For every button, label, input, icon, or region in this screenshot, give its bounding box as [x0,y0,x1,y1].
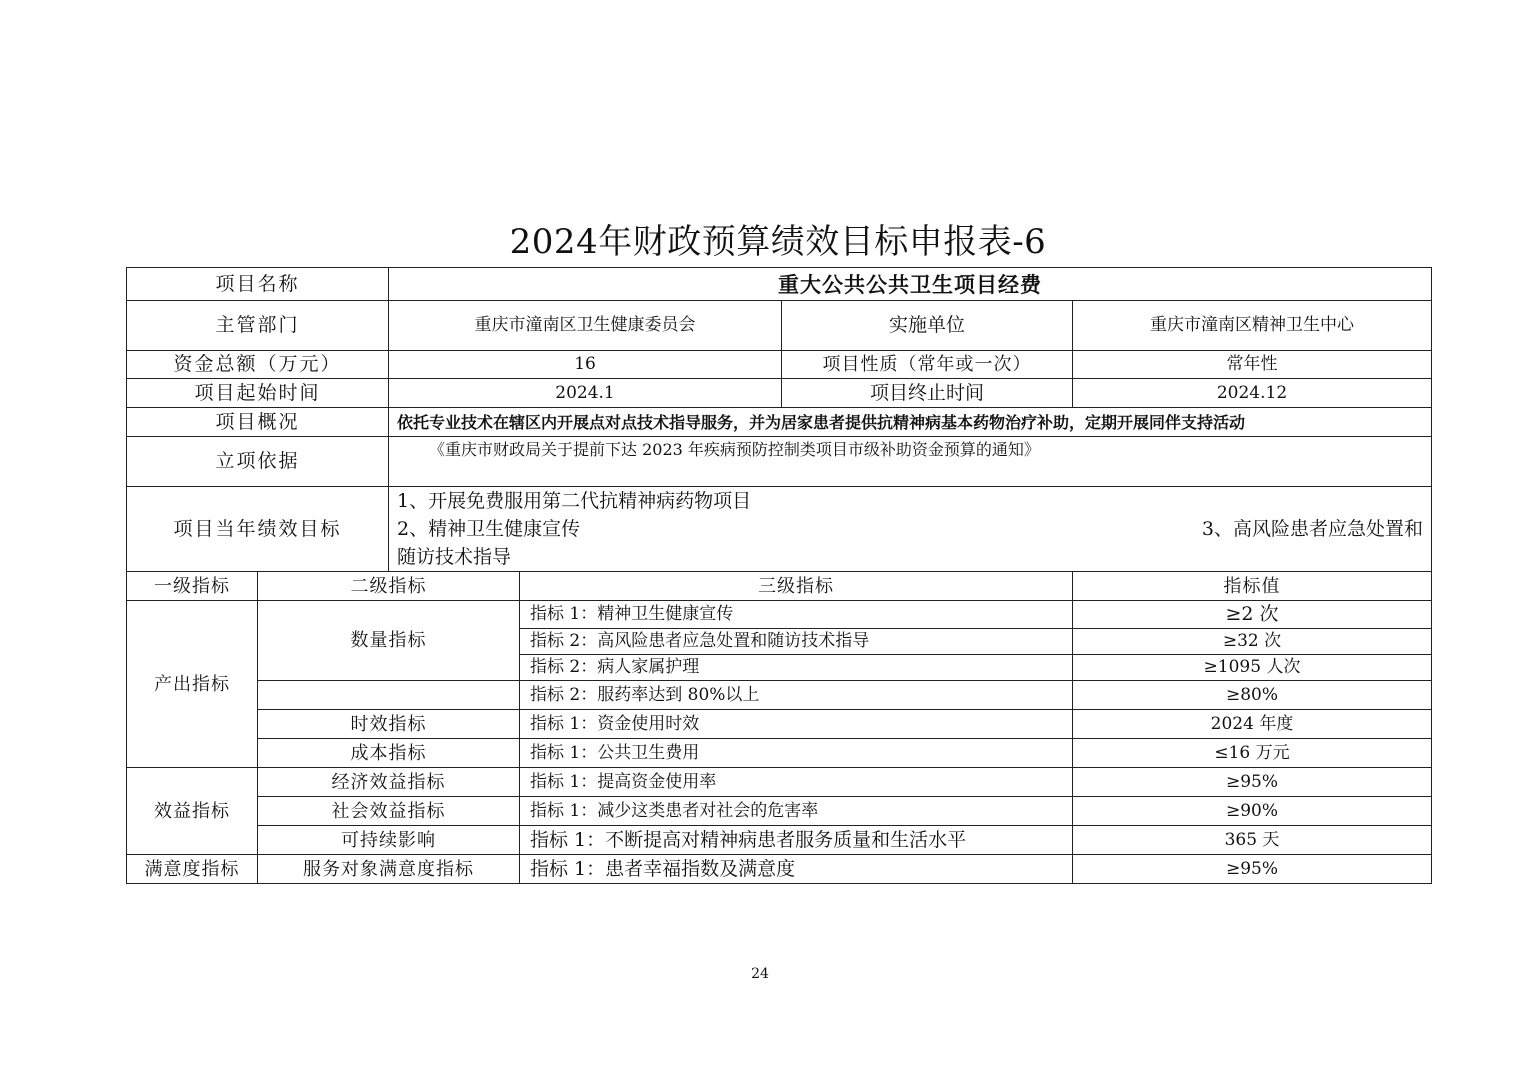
goals-value [389,487,1432,572]
value-cell: ≥90% [1073,797,1432,826]
page-title: 2024年财政预算绩效目标申报表-6 [509,222,1047,262]
sub-quantity: 数量指标 [258,601,520,681]
indicator-cell: 指标 1：提高资金使用率 [520,768,1073,797]
start-time-value: 2024.1 [389,379,782,408]
table-row [127,681,1432,710]
sub-economic: 经济效益指标 [258,768,520,797]
sub-sustainable: 可持续影响 [258,826,520,855]
indicator-cell: 指标 1：公共卫生费用 [520,739,1073,768]
indicator-cell: 指标 2：服药率达到 80%以上 [520,681,1073,710]
value-cell: ≥2 次 [1073,601,1432,629]
value-cell: 2024 年度 [1073,710,1432,739]
indicator-cell: 指标 1：资金使用时效 [520,710,1073,739]
goal-item: 2、精神卫生健康宣传 [397,518,581,540]
start-time-label: 项目起始时间 [127,379,389,408]
sub-social: 社会效益指标 [258,797,520,826]
header-level3: 三级指标 [520,572,1073,601]
header-level1: 一级指标 [127,572,258,601]
project-name-value: 重大公共公共卫生项目经费 [389,268,1432,301]
value-cell: 365 天 [1073,826,1432,855]
group-satisfaction: 满意度指标 [127,855,258,884]
table-row [127,855,1432,884]
basis-value: 《重庆市财政局关于提前下达 2023 年疾病预防控制类项目市级补助资金预算的通知》 [389,437,1432,487]
group-output: 产出指标 [127,601,258,768]
indicator-cell: 指标 2：病人家属护理 [520,655,1073,681]
goal-item: 1、开展免费服用第二代抗精神病药物项目 [397,490,752,512]
end-time-value: 2024.12 [1073,379,1432,408]
group-benefit: 效益指标 [127,768,258,855]
value-cell: ≤16 万元 [1073,739,1432,768]
funds-label: 资金总额（万元） [127,351,389,379]
nature-value: 常年性 [1073,351,1432,379]
indicator-cell: 指标 2：高风险患者应急处置和随访技术指导 [520,629,1073,655]
nature-label: 项目性质（常年或一次） [782,351,1073,379]
project-name-label: 项目名称 [127,268,389,301]
dept-value: 重庆市潼南区卫生健康委员会 [389,301,782,351]
table-row [127,768,1432,797]
header-level2: 二级指标 [258,572,520,601]
value-cell: ≥80% [1073,681,1432,710]
header-value: 指标值 [1073,572,1432,601]
page-number: 24 [751,966,769,982]
dept-label: 主管部门 [127,301,389,351]
overview-label: 项目概况 [127,408,389,437]
table-row [127,601,1432,629]
unit-label: 实施单位 [782,301,1073,351]
goal-item: 随访技术指导 [397,546,512,568]
unit-value: 重庆市潼南区精神卫生中心 [1073,301,1432,351]
table-row [127,826,1432,855]
indicator-cell: 指标 1：患者幸福指数及满意度 [520,855,1073,884]
indicator-cell: 指标 1：减少这类患者对社会的危害率 [520,797,1073,826]
value-cell: ≥32 次 [1073,629,1432,655]
indicator-cell: 指标 1：不断提高对精神病患者服务质量和生活水平 [520,826,1073,855]
budget-performance-table [126,267,1432,884]
value-cell: ≥1095 人次 [1073,655,1432,681]
basis-label: 立项依据 [127,437,389,487]
overview-value: 依托专业技术在辖区内开展点对点技术指导服务，并为居家患者提供抗精神病基本药物治疗补助，定期开展同伴支持活动 [389,408,1432,437]
value-cell: ≥95% [1073,855,1432,884]
value-cell: ≥95% [1073,768,1432,797]
table-row [127,739,1432,768]
sub-cost: 成本指标 [258,739,520,768]
end-time-label: 项目终止时间 [782,379,1073,408]
goals-label: 项目当年绩效目标 [127,487,389,572]
sub-timeliness: 时效指标 [258,710,520,739]
sub-service-satisfaction: 服务对象满意度指标 [258,855,520,884]
funds-value: 16 [389,351,782,379]
empty-cell [258,681,520,710]
goal-item: 3、高风险患者应急处置和 [1201,518,1424,540]
indicator-cell: 指标 1：精神卫生健康宣传 [520,601,1073,629]
table-row [127,710,1432,739]
table-row [127,797,1432,826]
